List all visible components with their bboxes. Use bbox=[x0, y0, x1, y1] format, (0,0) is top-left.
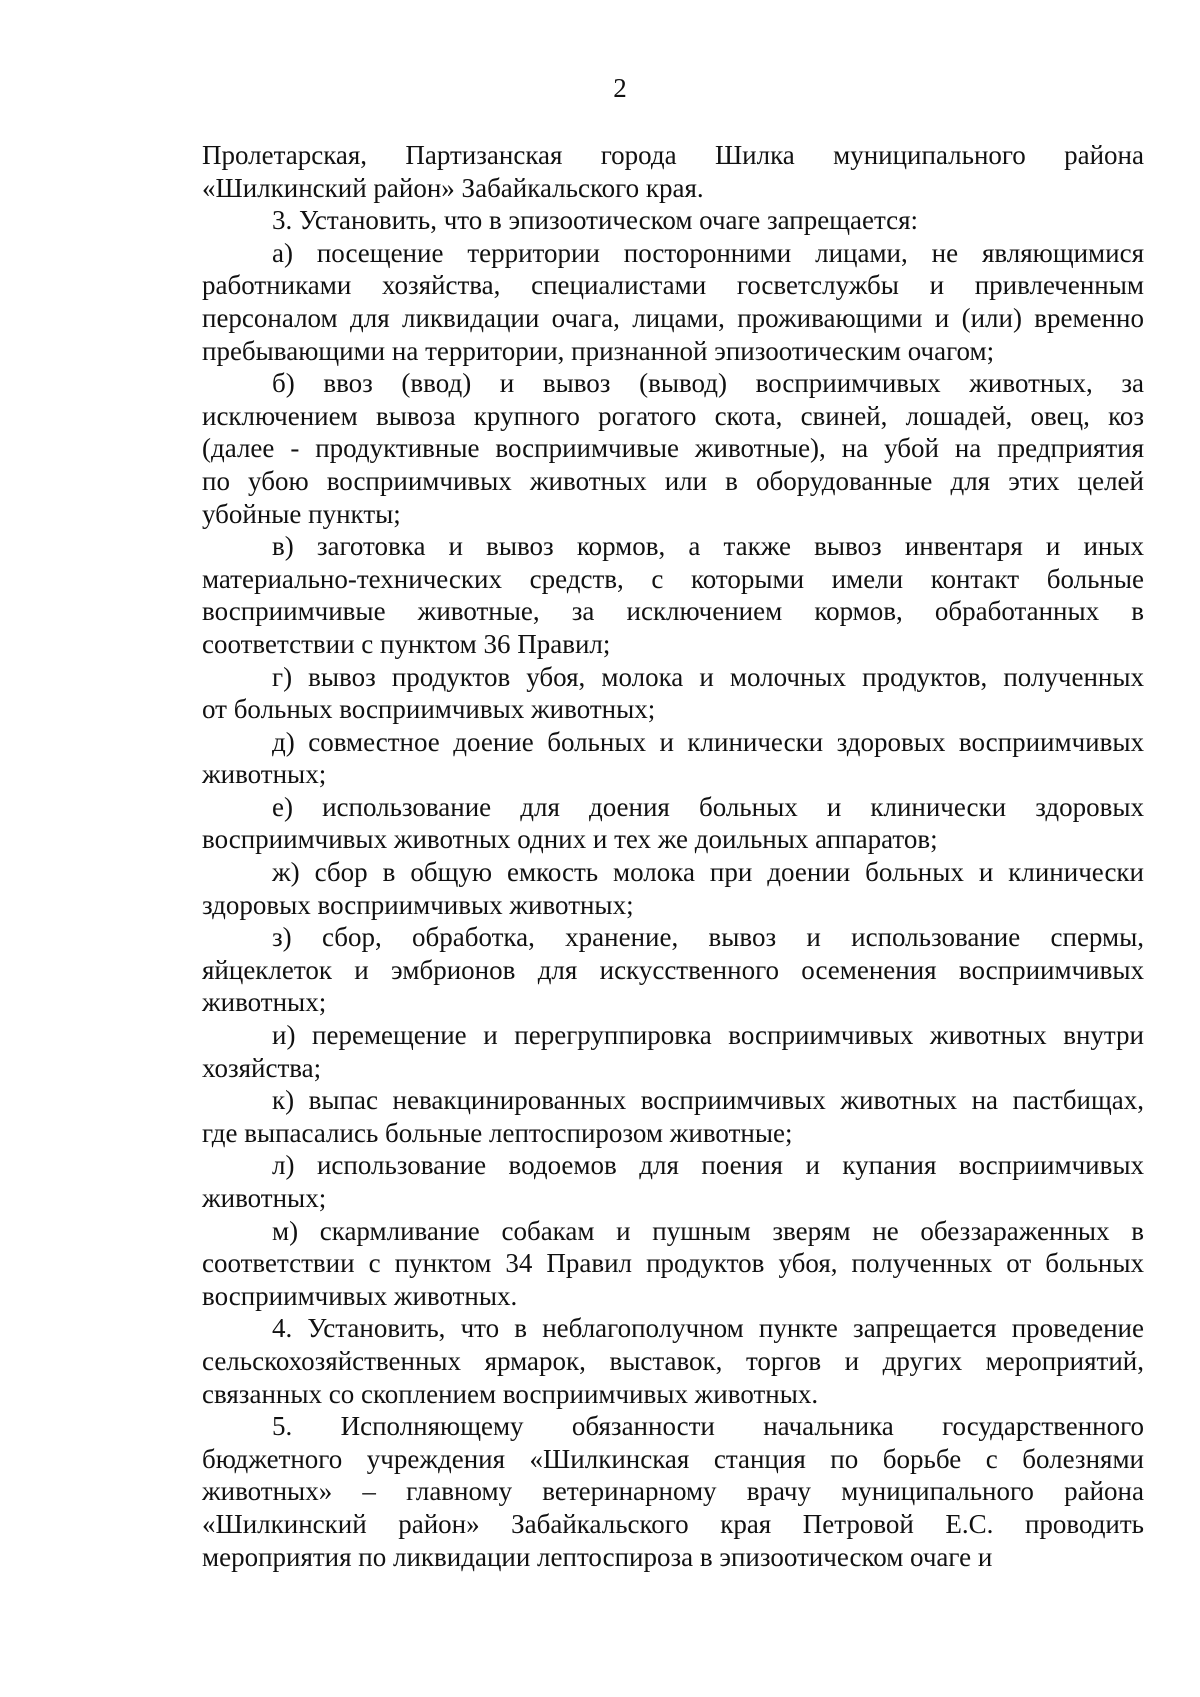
text-line: восприимчивых животных одних и тех же доильных аппаратов; bbox=[202, 824, 938, 855]
paragraph bbox=[202, 1084, 1144, 1149]
text-line: (далее - продуктивные восприимчивые животные), на убой на предприятия bbox=[202, 433, 1144, 464]
text-line: убойные пункты; bbox=[202, 498, 401, 529]
text-line: б) ввоз (ввод) и вывоз (вывод) восприимчивых животных, за bbox=[272, 368, 1144, 399]
text-line: 4. Установить, что в неблагополучном пункте запрещается проведение bbox=[272, 1313, 1144, 1344]
text-line: животных; bbox=[202, 1183, 327, 1213]
paragraph bbox=[202, 1312, 1144, 1410]
text-line: от больных восприимчивых животных; bbox=[202, 694, 656, 725]
text-line: восприимчивые животные, за исключением кормов, обработанных в bbox=[202, 596, 1144, 627]
text-line: соответствии с пунктом 36 Правил; bbox=[202, 628, 611, 659]
text-line: м) скармливание собакам и пушным зверям не обеззараженных в bbox=[272, 1215, 1144, 1246]
text-line: мероприятия по ликвидации лептоспироза в эпизоотическом очаге и bbox=[202, 1541, 993, 1572]
text-line: и) перемещение и перегруппировка восприимчивых животных внутри bbox=[272, 1020, 1144, 1051]
text-line: 3. Установить, что в эпизоотическом очаге запрещается: bbox=[272, 205, 919, 236]
text-line: ж) сбор в общую емкость молока при доении больных и клинически bbox=[272, 857, 1144, 888]
paragraph bbox=[202, 237, 1144, 367]
paragraph bbox=[202, 530, 1144, 660]
paragraph bbox=[202, 661, 1144, 726]
text-line: бюджетного учреждения «Шилкинская станция по борьбе с болезнями bbox=[202, 1443, 1144, 1474]
text-line: пребывающими на территории, признанной эпизоотическим очагом; bbox=[202, 335, 995, 366]
text-line: здоровых восприимчивых животных; bbox=[202, 889, 634, 920]
paragraph bbox=[202, 1410, 1144, 1573]
text-line: животных; bbox=[202, 759, 327, 790]
text-line: по убою восприимчивых животных или в оборудованные для этих целей bbox=[202, 465, 1144, 496]
text-line: г) вывоз продуктов убоя, молока и молочных продуктов, полученных bbox=[272, 661, 1144, 692]
paragraph bbox=[202, 791, 1144, 856]
text-line: яйцеклеток и эмбрионов для искусственного осеменения восприимчивых bbox=[202, 954, 1144, 985]
paragraph bbox=[202, 726, 1144, 791]
text-line: материально-технических средств, с которыми имели контакт больные bbox=[202, 563, 1144, 594]
text-line: работниками хозяйства, специалистами госветслужбы и привлеченным bbox=[202, 270, 1144, 301]
paragraph bbox=[202, 856, 1144, 921]
paragraph bbox=[202, 139, 1144, 204]
text-line: в) заготовка и вывоз кормов, а также вывоз инвентаря и иных bbox=[272, 531, 1144, 562]
text-line: «Шилкинский район» Забайкальского края. bbox=[202, 172, 704, 203]
text-line: персоналом для ликвидации очага, лицами, проживающими и (или) временно bbox=[202, 302, 1144, 333]
text-line: е) использование для доения больных и клинически здоровых bbox=[272, 791, 1144, 822]
text-line: исключением вывоза крупного рогатого скота, свиней, лошадей, овец, коз bbox=[202, 400, 1144, 431]
text-line: Пролетарская, Партизанская города Шилка муниципального района bbox=[202, 140, 1144, 170]
page-number: 2 bbox=[613, 73, 627, 103]
paragraph bbox=[202, 1149, 1144, 1214]
text-line: л) использование водоемов для поения и купания восприимчивых bbox=[272, 1150, 1144, 1181]
text-line: животных» – главному ветеринарному врачу муниципального района bbox=[202, 1476, 1144, 1507]
text-line: хозяйства; bbox=[202, 1052, 322, 1083]
text-line: связанных со скоплением восприимчивых животных. bbox=[202, 1378, 819, 1409]
text-line: восприимчивых животных. bbox=[202, 1280, 518, 1311]
text-line: к) выпас невакцинированных восприимчивых животных на пастбищах, bbox=[272, 1085, 1144, 1116]
text-line: а) посещение территории посторонними лицами, не являющимися bbox=[272, 237, 1144, 268]
text-line: д) совместное доение больных и клинически здоровых восприимчивых bbox=[272, 726, 1144, 757]
text-line: 5. Исполняющему обязанности начальника государственного bbox=[272, 1411, 1144, 1442]
paragraph bbox=[202, 921, 1144, 1019]
text-line: «Шилкинский район» Забайкальского края Петровой Е.С. проводить bbox=[202, 1508, 1144, 1539]
text-line: сельскохозяйственных ярмарок, выставок, торгов и других мероприятий, bbox=[202, 1345, 1144, 1376]
paragraph bbox=[202, 367, 1144, 530]
text-line: соответствии с пунктом 34 Правил продуктов убоя, полученных от больных bbox=[202, 1248, 1144, 1279]
paragraph bbox=[202, 204, 1144, 237]
paragraph bbox=[202, 1215, 1144, 1313]
document-body bbox=[202, 139, 1144, 1573]
text-line: где выпасались больные лептоспирозом животные; bbox=[202, 1117, 793, 1148]
text-line: з) сбор, обработка, хранение, вывоз и использование спермы, bbox=[272, 922, 1144, 953]
paragraph bbox=[202, 1019, 1144, 1084]
text-line: животных; bbox=[202, 987, 327, 1018]
